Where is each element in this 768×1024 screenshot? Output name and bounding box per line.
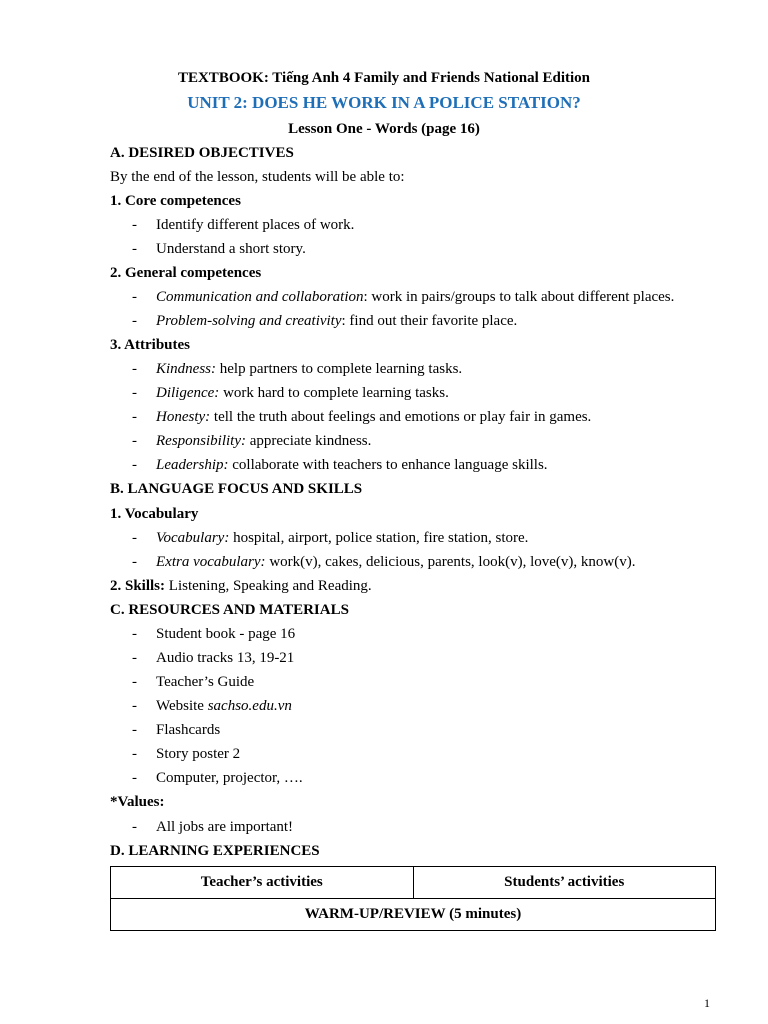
item-text: appreciate kindness. xyxy=(246,433,372,449)
list-dash: - xyxy=(132,217,137,233)
list-dash: - xyxy=(132,361,137,377)
list-item-text xyxy=(156,408,591,426)
list-dash: - xyxy=(132,722,137,738)
item-text: hospital, airport, police station, fire station, store. xyxy=(229,530,529,546)
list-item-text: Computer, projector, …. xyxy=(156,770,303,786)
list-dash: - xyxy=(132,746,137,762)
list-dash: - xyxy=(132,313,137,329)
list-item-text xyxy=(156,384,449,402)
list-dash: - xyxy=(132,770,137,786)
section-a-heading: A. DESIRED OBJECTIVES xyxy=(110,145,294,161)
learning-experiences-table xyxy=(110,866,716,931)
list-item-text xyxy=(156,456,548,474)
list-dash: - xyxy=(132,241,137,257)
list-item-text: All jobs are important! xyxy=(156,819,294,835)
list-item-text: Understand a short story. xyxy=(156,241,306,257)
list-item-text xyxy=(156,360,462,378)
section-c-heading: C. RESOURCES AND MATERIALS xyxy=(110,602,349,618)
item-text: tell the truth about feelings and emotions or play fair in games. xyxy=(210,409,592,425)
general-competences-heading: 2. General competences xyxy=(110,265,262,281)
skills-line xyxy=(110,577,372,595)
list-dash: - xyxy=(132,650,137,666)
textbook-title: TEXTBOOK: Tiếng Anh 4 Family and Friends National Edition xyxy=(177,70,591,86)
list-item-text: Story poster 2 xyxy=(156,746,241,762)
item-text: : find out their favorite place. xyxy=(341,313,518,329)
list-item-text xyxy=(156,432,371,450)
item-label: Honesty: xyxy=(156,409,211,425)
website-prefix: Website xyxy=(156,698,208,714)
list-item-text: Audio tracks 13, 19-21 xyxy=(156,650,295,666)
item-label: Vocabulary: xyxy=(156,530,230,546)
list-dash: - xyxy=(132,385,137,401)
item-text: help partners to complete learning tasks. xyxy=(216,361,463,377)
list-item-text xyxy=(156,312,517,330)
item-label: Communication and collaboration xyxy=(156,289,364,305)
list-dash: - xyxy=(132,819,137,835)
warmup-row: WARM-UP/REVIEW (5 minutes) xyxy=(111,899,716,931)
list-dash: - xyxy=(132,674,137,690)
table-header-teacher: Teacher’s activities xyxy=(111,867,414,899)
list-item-text: Student book - page 16 xyxy=(156,626,296,642)
list-dash: - xyxy=(132,289,137,305)
table-header-students: Students’ activities xyxy=(413,867,716,899)
table-header-row xyxy=(111,867,716,899)
item-label: Leadership: xyxy=(156,457,229,473)
item-label: Extra vocabulary: xyxy=(156,554,266,570)
item-text: collaborate with teachers to enhance language skills. xyxy=(228,457,548,473)
list-dash: - xyxy=(132,433,137,449)
list-item-text: Identify different places of work. xyxy=(156,217,355,233)
section-a-intro: By the end of the lesson, students will be able to: xyxy=(110,169,405,185)
list-item-text: Teacher’s Guide xyxy=(156,674,255,690)
list-item-text xyxy=(156,697,292,715)
core-competences-heading: 1. Core competences xyxy=(110,193,241,209)
section-b-heading: B. LANGUAGE FOCUS AND SKILLS xyxy=(110,481,363,497)
skills-text: Listening, Speaking and Reading. xyxy=(165,578,372,594)
list-item-text xyxy=(156,288,674,306)
values-heading: *Values: xyxy=(110,794,165,810)
website-name: sachso.edu.vn xyxy=(207,698,292,714)
list-dash: - xyxy=(132,457,137,473)
section-d-heading: D. LEARNING EXPERIENCES xyxy=(110,843,320,859)
page-number: 1 xyxy=(704,996,710,1010)
item-text: work hard to complete learning tasks. xyxy=(219,385,449,401)
list-dash: - xyxy=(132,530,137,546)
table-row xyxy=(111,899,716,931)
skills-label: 2. Skills: xyxy=(110,578,166,594)
list-item-text xyxy=(156,553,635,571)
lesson-title: Lesson One - Words (page 16) xyxy=(288,121,480,137)
item-label: Diligence: xyxy=(156,385,220,401)
list-dash: - xyxy=(132,698,137,714)
item-text: : work in pairs/groups to talk about different places. xyxy=(363,289,675,305)
item-label: Problem-solving and creativity xyxy=(156,313,342,329)
list-dash: - xyxy=(132,554,137,570)
item-text: work(v), cakes, delicious, parents, look(v), love(v), know(v). xyxy=(265,554,636,570)
list-dash: - xyxy=(132,409,137,425)
list-item-text: Flashcards xyxy=(156,722,221,738)
vocabulary-heading: 1. Vocabulary xyxy=(110,506,199,522)
item-label: Kindness: xyxy=(156,361,216,377)
item-label: Responsibility: xyxy=(156,433,246,449)
unit-title: UNIT 2: DOES HE WORK IN A POLICE STATION? xyxy=(187,93,581,112)
list-item-text xyxy=(156,529,528,547)
attributes-heading: 3. Attributes xyxy=(110,337,190,353)
list-dash: - xyxy=(132,626,137,642)
